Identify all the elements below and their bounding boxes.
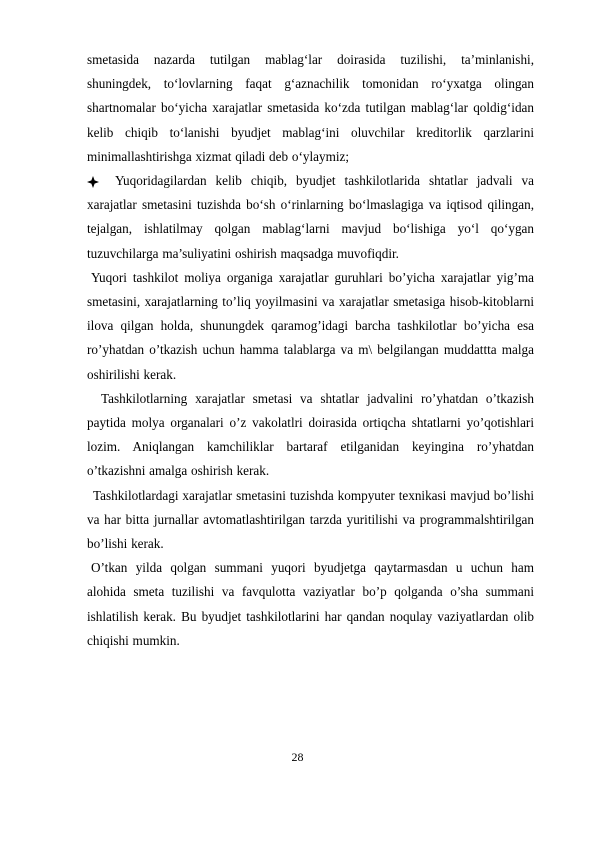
page-number: 28 (291, 750, 304, 764)
paragraph-3: Yuqori tashkilot moliya organiga xarajatlar guruhlari bo’yicha xarajatlar yig’ma smetasini, xarajatlarning to’liq yoyilmasini va xarajatlar smetasiga hisob-kitoblarni ilova qilgan holda, shunungdek qaramog’idagi barcha tashkilotlar bo’yicha esa ro’yhatdan o’tkazish uchun hamma talablarga va m\ belgilangan muddattta malga oshirilishi kerak. (87, 269, 534, 382)
paragraph-6: O’tkan yilda qolgan summani yuqori byudjetga qaytarmasdan u uchun ham alohida smeta tuzilishi va favqulotta vaziyatlar bo’p qolganda o’sha summani ishlatilish kerak. Bu byudjet tashkilotlarini har qandan noqulay vaziyatlardan olib chiqishi mumkin. (87, 560, 534, 648)
paragraph-1: smetasida nazarda tutilgan mablag‘lar doirasida tuzilishi, ta’minlanishi, shuningdek, to‘lovlarning faqat g‘aznachilik tomonidan ro‘yxatga olingan shartnomalar bo‘yicha xarajatlar smetasida ko‘zda tutilgan mablag‘lar qoldig‘idan kelib chiqib to‘lanishi byudjet mablag‘ini oluvchilar kreditorlik qarzlarini minimallashtirishga xizmat qiladi deb o‘ylaymiz; (87, 52, 534, 164)
diamond-bullet-icon (87, 176, 99, 188)
paragraph-2-text: Yuqoridagilardan kelib chiqib, byudjet tashkilotlarida shtatlar jadvali va xarajatlar smetasini tuzishda bo‘sh o‘rinlarning bo‘lmaslagiga va iqtisod qilingan, tejalgan, ishlatilmay qolgan mablag‘larni mavjud bo‘lishiga yo‘l qo‘ygan tuzuvchilarga ma’suliyatini oshirish maqsadga muvofiqdir. (87, 173, 534, 261)
paragraph-4: Tashkilotlarning xarajatlar smetasi va shtatlar jadvalini ro’yhatdan o’tkazish paytida molya organalari o’z vakolatlri doirasida ortiqcha shtatlarni yo’qotishlari lozim. Aniqlangan kamchiliklar bartaraf etilganidan keyingina ro’yhatdan o’tkazishni amalga oshirish kerak. (87, 390, 534, 479)
paragraph-5: Tashkilotlardagi xarajatlar smetasini tuzishda kompyuter texnikasi mavjud bo’lishi va har bitta jurnallar avtomatlashtirilgan tarzda yuritilishi va programmalshtirilgan bo’lishi kerak. (87, 487, 534, 552)
document-body (87, 48, 534, 653)
paragraph-2-bulleted (87, 169, 534, 266)
